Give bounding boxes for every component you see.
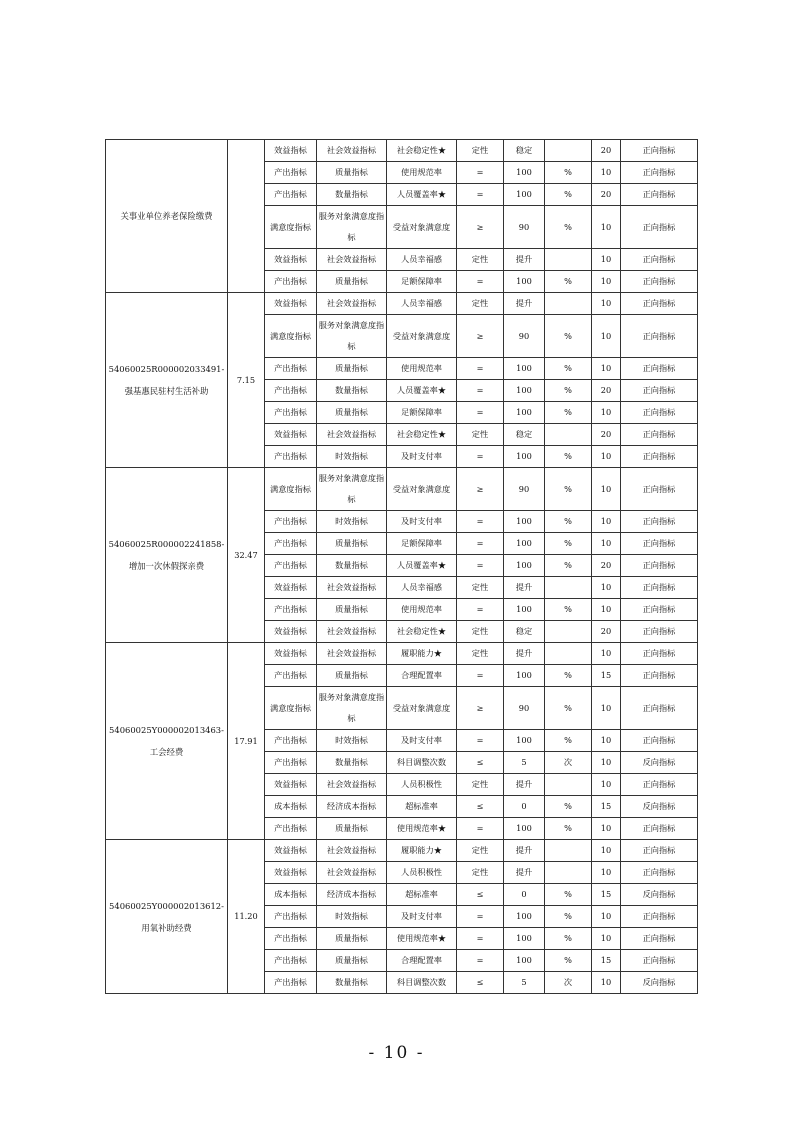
unit-cell (545, 577, 592, 599)
level2-indicator-cell: 社会效益指标 (317, 774, 387, 796)
unit-cell: % (545, 687, 592, 730)
level1-indicator-cell: 效益指标 (265, 293, 317, 315)
direction-cell: 正向指标 (621, 599, 698, 621)
operator-cell: = (457, 950, 504, 972)
level1-indicator-cell: 产出指标 (265, 380, 317, 402)
table-row (106, 293, 698, 315)
operator-cell: 定性 (457, 293, 504, 315)
target-value-cell: 100 (504, 950, 545, 972)
level1-indicator-cell: 满意度指标 (265, 206, 317, 249)
operator-cell: 定性 (457, 862, 504, 884)
target-value-cell: 提升 (504, 249, 545, 271)
unit-cell: % (545, 730, 592, 752)
target-value-cell: 提升 (504, 774, 545, 796)
level3-indicator-cell: 足额保障率 (387, 402, 457, 424)
weight-cell: 10 (592, 511, 621, 533)
unit-cell (545, 249, 592, 271)
direction-cell: 正向指标 (621, 665, 698, 687)
target-value-cell: 100 (504, 162, 545, 184)
direction-cell: 正向指标 (621, 906, 698, 928)
level1-indicator-cell: 产出指标 (265, 533, 317, 555)
weight-cell: 10 (592, 730, 621, 752)
level3-indicator-cell: 人员覆盖率★ (387, 555, 457, 577)
operator-cell: = (457, 380, 504, 402)
operator-cell: ≤ (457, 972, 504, 994)
operator-cell: = (457, 358, 504, 380)
unit-cell: % (545, 358, 592, 380)
level1-indicator-cell: 产出指标 (265, 271, 317, 293)
direction-cell: 正向指标 (621, 402, 698, 424)
direction-cell: 正向指标 (621, 730, 698, 752)
level2-indicator-cell: 质量指标 (317, 162, 387, 184)
weight-cell: 10 (592, 162, 621, 184)
target-value-cell: 提升 (504, 293, 545, 315)
operator-cell: 定性 (457, 249, 504, 271)
level2-indicator-cell: 数量指标 (317, 752, 387, 774)
level2-indicator-cell: 社会效益指标 (317, 862, 387, 884)
target-value-cell: 5 (504, 972, 545, 994)
target-value-cell: 稳定 (504, 140, 545, 162)
target-value-cell: 100 (504, 555, 545, 577)
level1-indicator-cell: 效益指标 (265, 643, 317, 665)
direction-cell: 正向指标 (621, 511, 698, 533)
project-name-cell: 54060025R000002033491-强基惠民驻村生活补助 (106, 293, 228, 468)
operator-cell: 定性 (457, 840, 504, 862)
level1-indicator-cell: 产出指标 (265, 972, 317, 994)
weight-cell: 10 (592, 752, 621, 774)
unit-cell: % (545, 533, 592, 555)
operator-cell: ≤ (457, 796, 504, 818)
level2-indicator-cell: 质量指标 (317, 402, 387, 424)
direction-cell: 正向指标 (621, 555, 698, 577)
weight-cell: 10 (592, 402, 621, 424)
level1-indicator-cell: 产出指标 (265, 358, 317, 380)
level2-indicator-cell: 时效指标 (317, 511, 387, 533)
target-value-cell: 稳定 (504, 424, 545, 446)
direction-cell: 正向指标 (621, 446, 698, 468)
level3-indicator-cell: 社会稳定性★ (387, 424, 457, 446)
level2-indicator-cell: 数量指标 (317, 972, 387, 994)
target-value-cell: 100 (504, 511, 545, 533)
level2-indicator-cell: 质量指标 (317, 533, 387, 555)
unit-cell: % (545, 884, 592, 906)
operator-cell: ≥ (457, 468, 504, 511)
weight-cell: 10 (592, 468, 621, 511)
operator-cell: 定性 (457, 424, 504, 446)
level1-indicator-cell: 效益指标 (265, 424, 317, 446)
unit-cell: % (545, 206, 592, 249)
target-value-cell: 100 (504, 402, 545, 424)
table-row (106, 840, 698, 862)
level3-indicator-cell: 受益对象满意度 (387, 687, 457, 730)
unit-cell (545, 862, 592, 884)
unit-cell: % (545, 665, 592, 687)
weight-cell: 10 (592, 906, 621, 928)
unit-cell: % (545, 511, 592, 533)
level3-indicator-cell: 人员覆盖率★ (387, 380, 457, 402)
level1-indicator-cell: 产出指标 (265, 446, 317, 468)
table-body (106, 140, 698, 994)
level2-indicator-cell: 数量指标 (317, 380, 387, 402)
level2-indicator-cell: 质量指标 (317, 599, 387, 621)
target-value-cell: 100 (504, 380, 545, 402)
unit-cell (545, 424, 592, 446)
operator-cell: ≤ (457, 752, 504, 774)
direction-cell: 正向指标 (621, 577, 698, 599)
level3-indicator-cell: 人员幸福感 (387, 293, 457, 315)
level3-indicator-cell: 人员幸福感 (387, 577, 457, 599)
level1-indicator-cell: 成本指标 (265, 796, 317, 818)
weight-cell: 20 (592, 184, 621, 206)
weight-cell: 10 (592, 249, 621, 271)
unit-cell: % (545, 162, 592, 184)
target-value-cell: 100 (504, 599, 545, 621)
level2-indicator-cell: 经济成本指标 (317, 796, 387, 818)
target-value-cell: 100 (504, 358, 545, 380)
level3-indicator-cell: 社会稳定性★ (387, 621, 457, 643)
direction-cell: 正向指标 (621, 621, 698, 643)
level3-indicator-cell: 及时支付率 (387, 730, 457, 752)
operator-cell: = (457, 184, 504, 206)
weight-cell: 15 (592, 796, 621, 818)
direction-cell: 正向指标 (621, 862, 698, 884)
target-value-cell: 100 (504, 533, 545, 555)
direction-cell: 正向指标 (621, 928, 698, 950)
unit-cell: % (545, 818, 592, 840)
operator-cell: = (457, 730, 504, 752)
unit-cell: % (545, 468, 592, 511)
project-name-cell: 54060025Y000002013463-工会经费 (106, 643, 228, 840)
project-amount-cell: 17.91 (228, 643, 265, 840)
level1-indicator-cell: 效益指标 (265, 249, 317, 271)
direction-cell: 正向指标 (621, 249, 698, 271)
operator-cell: = (457, 928, 504, 950)
level2-indicator-cell: 社会效益指标 (317, 643, 387, 665)
direction-cell: 正向指标 (621, 358, 698, 380)
level1-indicator-cell: 满意度指标 (265, 315, 317, 358)
level3-indicator-cell: 人员覆盖率★ (387, 184, 457, 206)
unit-cell: 次 (545, 752, 592, 774)
level3-indicator-cell: 人员积极性 (387, 774, 457, 796)
level1-indicator-cell: 产出指标 (265, 511, 317, 533)
level2-indicator-cell: 质量指标 (317, 928, 387, 950)
target-value-cell: 100 (504, 271, 545, 293)
level1-indicator-cell: 效益指标 (265, 621, 317, 643)
level2-indicator-cell: 社会效益指标 (317, 293, 387, 315)
level3-indicator-cell: 科目调整次数 (387, 752, 457, 774)
level2-indicator-cell: 社会效益指标 (317, 621, 387, 643)
table-row (106, 140, 698, 162)
level1-indicator-cell: 效益指标 (265, 840, 317, 862)
level2-indicator-cell: 质量指标 (317, 950, 387, 972)
target-value-cell: 提升 (504, 862, 545, 884)
direction-cell: 正向指标 (621, 206, 698, 249)
unit-cell: % (545, 271, 592, 293)
weight-cell: 20 (592, 555, 621, 577)
unit-cell (545, 621, 592, 643)
level3-indicator-cell: 受益对象满意度 (387, 315, 457, 358)
direction-cell: 正向指标 (621, 533, 698, 555)
operator-cell: = (457, 271, 504, 293)
level2-indicator-cell: 质量指标 (317, 271, 387, 293)
direction-cell: 正向指标 (621, 687, 698, 730)
unit-cell (545, 840, 592, 862)
weight-cell: 10 (592, 643, 621, 665)
weight-cell: 15 (592, 884, 621, 906)
direction-cell: 正向指标 (621, 271, 698, 293)
project-name-cell: 关事业单位养老保险缴费 (106, 140, 228, 293)
target-value-cell: 5 (504, 752, 545, 774)
level2-indicator-cell: 数量指标 (317, 555, 387, 577)
direction-cell: 反向指标 (621, 972, 698, 994)
level3-indicator-cell: 超标准率 (387, 796, 457, 818)
unit-cell: % (545, 184, 592, 206)
direction-cell: 正向指标 (621, 424, 698, 446)
target-value-cell: 90 (504, 206, 545, 249)
level3-indicator-cell: 使用规范率 (387, 599, 457, 621)
operator-cell: 定性 (457, 774, 504, 796)
table-row (106, 468, 698, 511)
weight-cell: 15 (592, 950, 621, 972)
direction-cell: 正向指标 (621, 468, 698, 511)
level2-indicator-cell: 时效指标 (317, 906, 387, 928)
level2-indicator-cell: 社会效益指标 (317, 424, 387, 446)
level3-indicator-cell: 足额保障率 (387, 271, 457, 293)
target-value-cell: 100 (504, 818, 545, 840)
weight-cell: 10 (592, 687, 621, 730)
level3-indicator-cell: 足额保障率 (387, 533, 457, 555)
performance-indicator-table (105, 139, 698, 994)
level2-indicator-cell: 服务对象满意度指标 (317, 315, 387, 358)
weight-cell: 20 (592, 380, 621, 402)
project-amount-cell: 7.15 (228, 293, 265, 468)
target-value-cell: 提升 (504, 840, 545, 862)
level3-indicator-cell: 合理配置率 (387, 950, 457, 972)
level2-indicator-cell: 质量指标 (317, 665, 387, 687)
operator-cell: = (457, 906, 504, 928)
target-value-cell: 0 (504, 884, 545, 906)
level1-indicator-cell: 产出指标 (265, 928, 317, 950)
level3-indicator-cell: 使用规范率★ (387, 928, 457, 950)
level3-indicator-cell: 科目调整次数 (387, 972, 457, 994)
target-value-cell: 100 (504, 446, 545, 468)
unit-cell: % (545, 402, 592, 424)
weight-cell: 10 (592, 271, 621, 293)
level3-indicator-cell: 使用规范率 (387, 358, 457, 380)
level1-indicator-cell: 产出指标 (265, 906, 317, 928)
target-value-cell: 100 (504, 730, 545, 752)
operator-cell: ≥ (457, 687, 504, 730)
weight-cell: 15 (592, 665, 621, 687)
operator-cell: 定性 (457, 643, 504, 665)
unit-cell: % (545, 928, 592, 950)
unit-cell: % (545, 315, 592, 358)
weight-cell: 20 (592, 621, 621, 643)
level2-indicator-cell: 社会效益指标 (317, 577, 387, 599)
direction-cell: 正向指标 (621, 315, 698, 358)
target-value-cell: 90 (504, 315, 545, 358)
weight-cell: 10 (592, 315, 621, 358)
target-value-cell: 90 (504, 468, 545, 511)
level3-indicator-cell: 及时支付率 (387, 906, 457, 928)
direction-cell: 正向指标 (621, 380, 698, 402)
weight-cell: 10 (592, 293, 621, 315)
direction-cell: 正向指标 (621, 643, 698, 665)
level1-indicator-cell: 满意度指标 (265, 687, 317, 730)
level2-indicator-cell: 社会效益指标 (317, 140, 387, 162)
project-name-cell: 54060025R000002241858-增加一次休假探亲费 (106, 468, 228, 643)
unit-cell: % (545, 950, 592, 972)
operator-cell: = (457, 818, 504, 840)
weight-cell: 10 (592, 774, 621, 796)
weight-cell: 10 (592, 446, 621, 468)
unit-cell (545, 293, 592, 315)
direction-cell: 正向指标 (621, 184, 698, 206)
operator-cell: = (457, 533, 504, 555)
level2-indicator-cell: 服务对象满意度指标 (317, 468, 387, 511)
level1-indicator-cell: 产出指标 (265, 730, 317, 752)
operator-cell: = (457, 511, 504, 533)
operator-cell: = (457, 446, 504, 468)
level1-indicator-cell: 效益指标 (265, 140, 317, 162)
weight-cell: 20 (592, 424, 621, 446)
level1-indicator-cell: 产出指标 (265, 752, 317, 774)
direction-cell: 反向指标 (621, 752, 698, 774)
level3-indicator-cell: 及时支付率 (387, 511, 457, 533)
operator-cell: = (457, 555, 504, 577)
level1-indicator-cell: 效益指标 (265, 577, 317, 599)
direction-cell: 正向指标 (621, 293, 698, 315)
unit-cell (545, 643, 592, 665)
unit-cell: % (545, 906, 592, 928)
operator-cell: ≥ (457, 315, 504, 358)
level3-indicator-cell: 合理配置率 (387, 665, 457, 687)
page-number: - 10 - (368, 1043, 425, 1063)
level1-indicator-cell: 产出指标 (265, 162, 317, 184)
level1-indicator-cell: 效益指标 (265, 862, 317, 884)
level1-indicator-cell: 产出指标 (265, 184, 317, 206)
target-value-cell: 提升 (504, 577, 545, 599)
level1-indicator-cell: 产出指标 (265, 555, 317, 577)
level1-indicator-cell: 效益指标 (265, 774, 317, 796)
level1-indicator-cell: 产出指标 (265, 818, 317, 840)
level1-indicator-cell: 产出指标 (265, 599, 317, 621)
direction-cell: 正向指标 (621, 950, 698, 972)
direction-cell: 反向指标 (621, 796, 698, 818)
operator-cell: = (457, 665, 504, 687)
level3-indicator-cell: 超标准率 (387, 884, 457, 906)
target-value-cell: 0 (504, 796, 545, 818)
target-value-cell: 90 (504, 687, 545, 730)
level3-indicator-cell: 使用规范率★ (387, 818, 457, 840)
weight-cell: 10 (592, 206, 621, 249)
table-row (106, 643, 698, 665)
level2-indicator-cell: 社会效益指标 (317, 840, 387, 862)
level3-indicator-cell: 受益对象满意度 (387, 206, 457, 249)
target-value-cell: 100 (504, 184, 545, 206)
level2-indicator-cell: 数量指标 (317, 184, 387, 206)
direction-cell: 正向指标 (621, 818, 698, 840)
operator-cell: 定性 (457, 621, 504, 643)
weight-cell: 10 (592, 840, 621, 862)
unit-cell (545, 140, 592, 162)
target-value-cell: 100 (504, 906, 545, 928)
level2-indicator-cell: 服务对象满意度指标 (317, 687, 387, 730)
weight-cell: 10 (592, 928, 621, 950)
level2-indicator-cell: 服务对象满意度指标 (317, 206, 387, 249)
target-value-cell: 100 (504, 665, 545, 687)
unit-cell: % (545, 380, 592, 402)
level2-indicator-cell: 经济成本指标 (317, 884, 387, 906)
unit-cell: % (545, 599, 592, 621)
unit-cell: % (545, 796, 592, 818)
level3-indicator-cell: 人员积极性 (387, 862, 457, 884)
weight-cell: 10 (592, 862, 621, 884)
level1-indicator-cell: 满意度指标 (265, 468, 317, 511)
weight-cell: 10 (592, 972, 621, 994)
level2-indicator-cell: 社会效益指标 (317, 249, 387, 271)
project-name-cell: 54060025Y000002013612-用氧补助经费 (106, 840, 228, 994)
unit-cell: % (545, 446, 592, 468)
level2-indicator-cell: 质量指标 (317, 358, 387, 380)
operator-cell: ≥ (457, 206, 504, 249)
unit-cell (545, 774, 592, 796)
project-amount-cell (228, 140, 265, 293)
operator-cell: = (457, 162, 504, 184)
project-amount-cell: 11.20 (228, 840, 265, 994)
level2-indicator-cell: 时效指标 (317, 730, 387, 752)
weight-cell: 10 (592, 818, 621, 840)
direction-cell: 正向指标 (621, 140, 698, 162)
project-amount-cell: 32.47 (228, 468, 265, 643)
direction-cell: 正向指标 (621, 840, 698, 862)
level1-indicator-cell: 产出指标 (265, 665, 317, 687)
target-value-cell: 提升 (504, 643, 545, 665)
level3-indicator-cell: 履职能力★ (387, 840, 457, 862)
level3-indicator-cell: 受益对象满意度 (387, 468, 457, 511)
level3-indicator-cell: 履职能力★ (387, 643, 457, 665)
level1-indicator-cell: 成本指标 (265, 884, 317, 906)
level3-indicator-cell: 及时支付率 (387, 446, 457, 468)
weight-cell: 10 (592, 358, 621, 380)
weight-cell: 10 (592, 577, 621, 599)
operator-cell: 定性 (457, 140, 504, 162)
unit-cell: % (545, 555, 592, 577)
weight-cell: 20 (592, 140, 621, 162)
level2-indicator-cell: 时效指标 (317, 446, 387, 468)
level3-indicator-cell: 社会稳定性★ (387, 140, 457, 162)
level3-indicator-cell: 人员幸福感 (387, 249, 457, 271)
level3-indicator-cell: 使用规范率 (387, 162, 457, 184)
weight-cell: 10 (592, 599, 621, 621)
operator-cell: ≤ (457, 884, 504, 906)
operator-cell: = (457, 402, 504, 424)
level1-indicator-cell: 产出指标 (265, 950, 317, 972)
level1-indicator-cell: 产出指标 (265, 402, 317, 424)
direction-cell: 正向指标 (621, 162, 698, 184)
direction-cell: 正向指标 (621, 774, 698, 796)
level2-indicator-cell: 质量指标 (317, 818, 387, 840)
target-value-cell: 稳定 (504, 621, 545, 643)
target-value-cell: 100 (504, 928, 545, 950)
weight-cell: 10 (592, 533, 621, 555)
unit-cell: 次 (545, 972, 592, 994)
direction-cell: 反向指标 (621, 884, 698, 906)
operator-cell: 定性 (457, 577, 504, 599)
operator-cell: = (457, 599, 504, 621)
